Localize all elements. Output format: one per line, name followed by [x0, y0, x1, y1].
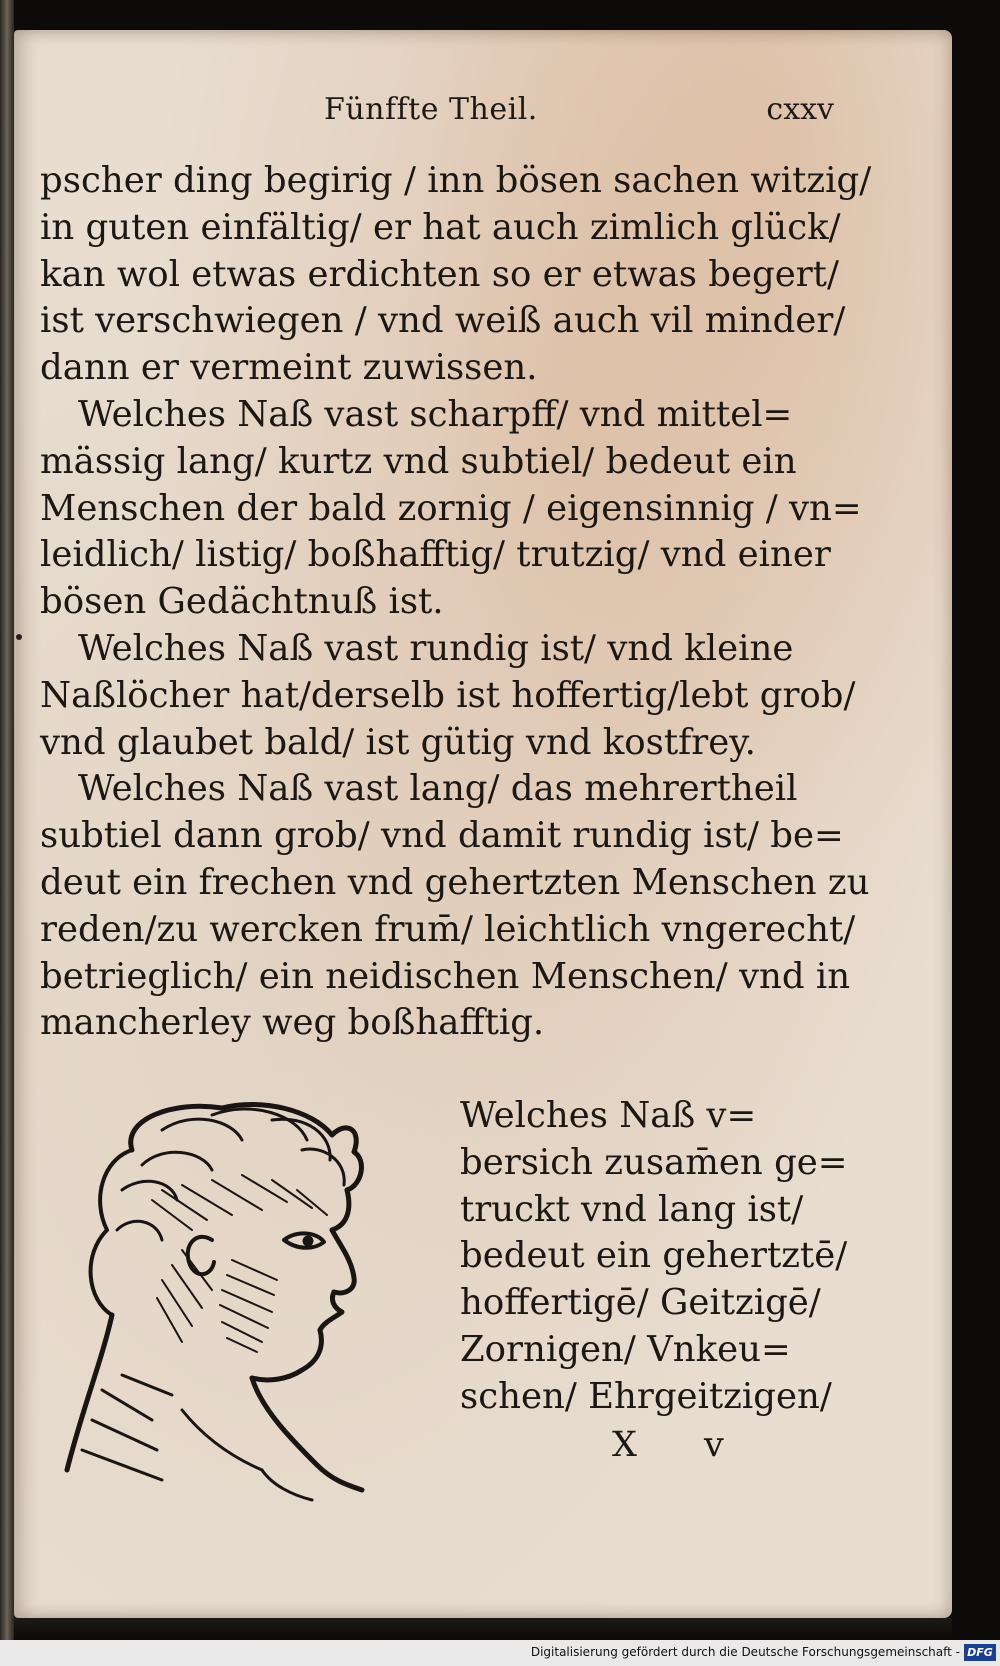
text-line: ist verschwiegen / vnd weiß auch vil minder/ [40, 300, 846, 342]
text-line: Menschen der bald zornig / eigensinnig / vn= [40, 487, 862, 529]
margin-mark [16, 634, 22, 640]
text-line: leidlich/ listig/ boßhafftig/ trutzig/ vnd einer [40, 534, 831, 576]
column-line: Welches Naß v= [460, 1095, 757, 1136]
text-line: betrieglich/ ein neidischen Menschen/ vnd in [40, 955, 851, 997]
signature-mark: X v [612, 1425, 752, 1465]
text-line: deut ein frechen vnd gehertzten Menschen zu [40, 861, 870, 903]
text-line: bösen Gedächtnuß ist. [40, 581, 444, 623]
column-line: bedeut ein gehertztē/ [460, 1235, 848, 1277]
text-line: pscher ding begirig / inn bösen sachen witzig/ [40, 160, 872, 201]
book-page [14, 30, 952, 1618]
text-line: mancherley weg boßhafftig. [40, 1002, 545, 1044]
text-line: dann er vermeint zuwissen. [40, 347, 538, 389]
woodcut-profile-head-icon [62, 1090, 392, 1515]
text-line: vnd glaubet bald/ ist gütig vnd kostfrey. [40, 721, 756, 763]
text-line: in guten einfältig/ er hat auch zimlich glück/ [40, 206, 841, 248]
page-header [14, 92, 952, 140]
text-line: mässig lang/ kurtz vnd subtiel/ bedeut ein [40, 440, 797, 482]
main-text [40, 158, 872, 1047]
column-line: Zornigen/ Vnkeu= [460, 1328, 791, 1370]
page-bottom-edge [14, 1618, 952, 1640]
dfg-logo: DFG [964, 1644, 996, 1661]
text-line: Naßlöcher hat/derselb ist hoffertig/lebt grob/ [40, 674, 856, 716]
running-head: Fünffte Theil. [324, 92, 538, 127]
text-line: subtiel dann grob/ vnd damit rundig ist/ be= [40, 815, 844, 857]
footer-credit: Digitalisierung gefördert durch die Deutsche Forschungsgemeinschaft - [530, 1645, 960, 1659]
text-line: Welches Naß vast lang/ das mehrertheil [78, 768, 798, 810]
book-spine-edge [0, 0, 14, 1640]
column-line: schen/ Ehrgeitzigen/ [460, 1375, 832, 1417]
column-text [460, 1093, 848, 1421]
column-line: hoffertigē/ Geitzigē/ [460, 1282, 821, 1324]
folio-number: cxxv [766, 92, 834, 127]
text-line: reden/zu wercken frum̄/ leichtlich vngerecht/ [40, 908, 856, 950]
text-line: Welches Naß vast rundig ist/ vnd kleine [78, 627, 794, 669]
footer-bar [0, 1640, 1000, 1666]
column-line: truckt vnd lang ist/ [460, 1188, 804, 1230]
column-line: bersich zusam̄en ge= [460, 1141, 848, 1183]
text-line: kan wol etwas erdichten so er etwas begert/ [40, 253, 839, 295]
text-line: Welches Naß vast scharpff/ vnd mittel= [78, 393, 793, 435]
